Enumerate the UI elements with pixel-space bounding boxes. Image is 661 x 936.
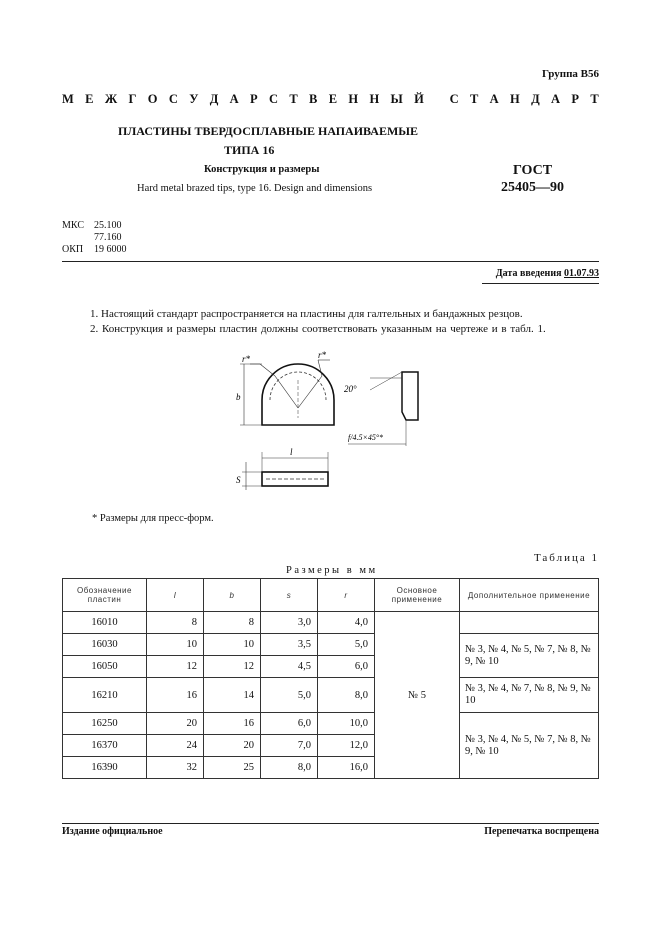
header-letter: Е [85, 92, 94, 106]
cell-code: 16390 [63, 757, 147, 779]
cell-main-use: № 5 [375, 612, 460, 779]
header-letter: Т [289, 92, 298, 106]
cell-b: 25 [204, 757, 261, 779]
radius-line-left [275, 376, 298, 408]
english-title: Hard metal brazed tips, type 16. Design and dimensions [137, 183, 373, 194]
group-label: Группа В56 [541, 68, 599, 80]
cell-s: 8,0 [261, 757, 318, 779]
table-row [63, 713, 599, 735]
plate-bottom-outline [262, 472, 328, 486]
header-letter: А [229, 92, 239, 106]
header-letter: С [269, 92, 279, 106]
okp-value: 19 6000 [94, 244, 127, 255]
cell-b: 8 [204, 612, 261, 634]
gost-label: ГОСТ [513, 163, 553, 178]
divider [62, 823, 599, 824]
header-letter: Р [571, 92, 580, 106]
cell-add-empty [460, 612, 599, 634]
divider [482, 283, 599, 284]
cell-l: 8 [147, 612, 204, 634]
cell-s: 7,0 [261, 735, 318, 757]
intro-date-value: 01.07.93 [564, 268, 599, 279]
subtitle: Конструкция и размеры [204, 164, 320, 175]
intro-label: Дата введения [495, 268, 562, 279]
paragraph-1: 1. Настоящий стандарт распространяется на пластины для галтельных и бандажных резцов. [90, 308, 523, 320]
gost-number: 25405—90 [501, 180, 564, 195]
header-letter: Т [469, 92, 479, 106]
footer-copyright: Перепечатка воспрещена [484, 826, 599, 837]
cell-add-use: № 3, № 4, № 5, № 7, № 8, № 9, № 10 [460, 713, 599, 779]
angle-label: 20° [344, 384, 357, 394]
cell-s: 3,0 [261, 612, 318, 634]
r-right-label: r* [318, 350, 327, 360]
header-letter: Д [209, 92, 219, 106]
cell-code: 16010 [63, 612, 147, 634]
header-letter: У [189, 92, 199, 106]
chamfer-label: f/4.5×45°* [348, 433, 384, 442]
header-letter: С [168, 92, 178, 106]
cell-code: 16030 [63, 634, 147, 656]
mks-value-2: 77.160 [94, 232, 122, 243]
cell-r: 16,0 [318, 757, 375, 779]
header-letter: Н [510, 92, 520, 106]
header-r: r [318, 579, 375, 612]
standard-header [62, 92, 599, 107]
cell-r: 4,0 [318, 612, 375, 634]
header-letter: А [489, 92, 499, 106]
header-main-use: Основное применение [375, 579, 460, 612]
cell-add-use: № 3, № 4, № 5, № 7, № 8, № 9, № 10 [460, 634, 599, 678]
title-line-1: ПЛАСТИНЫ ТВЕРДОСПЛАВНЫЕ НАПАИВАЕМЫЕ [118, 124, 419, 138]
paragraph-2: 2. Конструкция и размеры пластин должны соответствовать указанным на чертеже и в табл. 1. [90, 323, 546, 335]
title-line-2: ТИПА 16 [224, 143, 275, 157]
header-letter: Ы [390, 92, 403, 106]
cell-code: 16050 [63, 656, 147, 678]
cell-r: 12,0 [318, 735, 375, 757]
cell-s: 3,5 [261, 634, 318, 656]
cell-l: 20 [147, 713, 204, 735]
divider [62, 261, 599, 262]
cell-r: 6,0 [318, 656, 375, 678]
cell-code: 16210 [63, 678, 147, 713]
cell-s: 5,0 [261, 678, 318, 713]
cell-b: 14 [204, 678, 261, 713]
footnote: * Размеры для пресс-форм. [92, 513, 214, 524]
cell-l: 32 [147, 757, 204, 779]
cell-r: 10,0 [318, 713, 375, 735]
header-letter: Г [128, 92, 137, 106]
s-label: S [236, 475, 241, 485]
header-add-use: Дополнительное применение [460, 579, 599, 612]
header-letter: Н [369, 92, 380, 106]
radius-line-right [298, 376, 322, 408]
dimensions-table [62, 578, 599, 779]
cell-r: 5,0 [318, 634, 375, 656]
cell-b: 16 [204, 713, 261, 735]
cell-l: 10 [147, 634, 204, 656]
cell-l: 12 [147, 656, 204, 678]
cell-code: 16370 [63, 735, 147, 757]
cell-l: 24 [147, 735, 204, 757]
header-designation: Обозначение пластин [63, 579, 147, 612]
cell-s: 6,0 [261, 713, 318, 735]
header-letter: Т [590, 92, 599, 106]
table-header-row [63, 579, 599, 612]
table-row [63, 634, 599, 656]
cell-s: 4,5 [261, 656, 318, 678]
header-letter: С [449, 92, 459, 106]
cell-add-use: № 3, № 4, № 7, № 8, № 9, № 10 [460, 678, 599, 713]
technical-drawing [230, 350, 430, 500]
b-label: b [236, 392, 241, 402]
header-letter: А [551, 92, 561, 106]
header-letter: Н [348, 92, 359, 106]
header-letter: Е [328, 92, 338, 106]
header-b: b [204, 579, 261, 612]
header-letter: Д [531, 92, 540, 106]
okp-label: ОКП [62, 244, 84, 255]
table-row [63, 612, 599, 634]
header-letter [435, 92, 438, 107]
mks-label: МКС [62, 220, 84, 231]
cell-b: 10 [204, 634, 261, 656]
header-letter: Р [250, 92, 258, 106]
cell-l: 16 [147, 678, 204, 713]
header-letter: О [147, 92, 158, 106]
l-label: l [290, 447, 293, 457]
intro-date [496, 268, 599, 279]
table-caption: Таблица 1 [533, 552, 599, 564]
header-letter: Й [414, 92, 424, 106]
plate-side-outline [402, 372, 418, 420]
cell-b: 12 [204, 656, 261, 678]
header-letter: В [309, 92, 318, 106]
mks-value-1: 25.100 [94, 220, 122, 231]
header-l: l [147, 579, 204, 612]
table-units: Размеры в мм [286, 565, 378, 576]
table-row [63, 678, 599, 713]
header-letter: Ж [104, 92, 118, 106]
cell-code: 16250 [63, 713, 147, 735]
cell-r: 8,0 [318, 678, 375, 713]
header-s: s [261, 579, 318, 612]
cell-b: 20 [204, 735, 261, 757]
header-letter: М [62, 92, 74, 106]
footer-official: Издание официальное [62, 826, 163, 837]
r-left-label: r* [242, 354, 251, 364]
